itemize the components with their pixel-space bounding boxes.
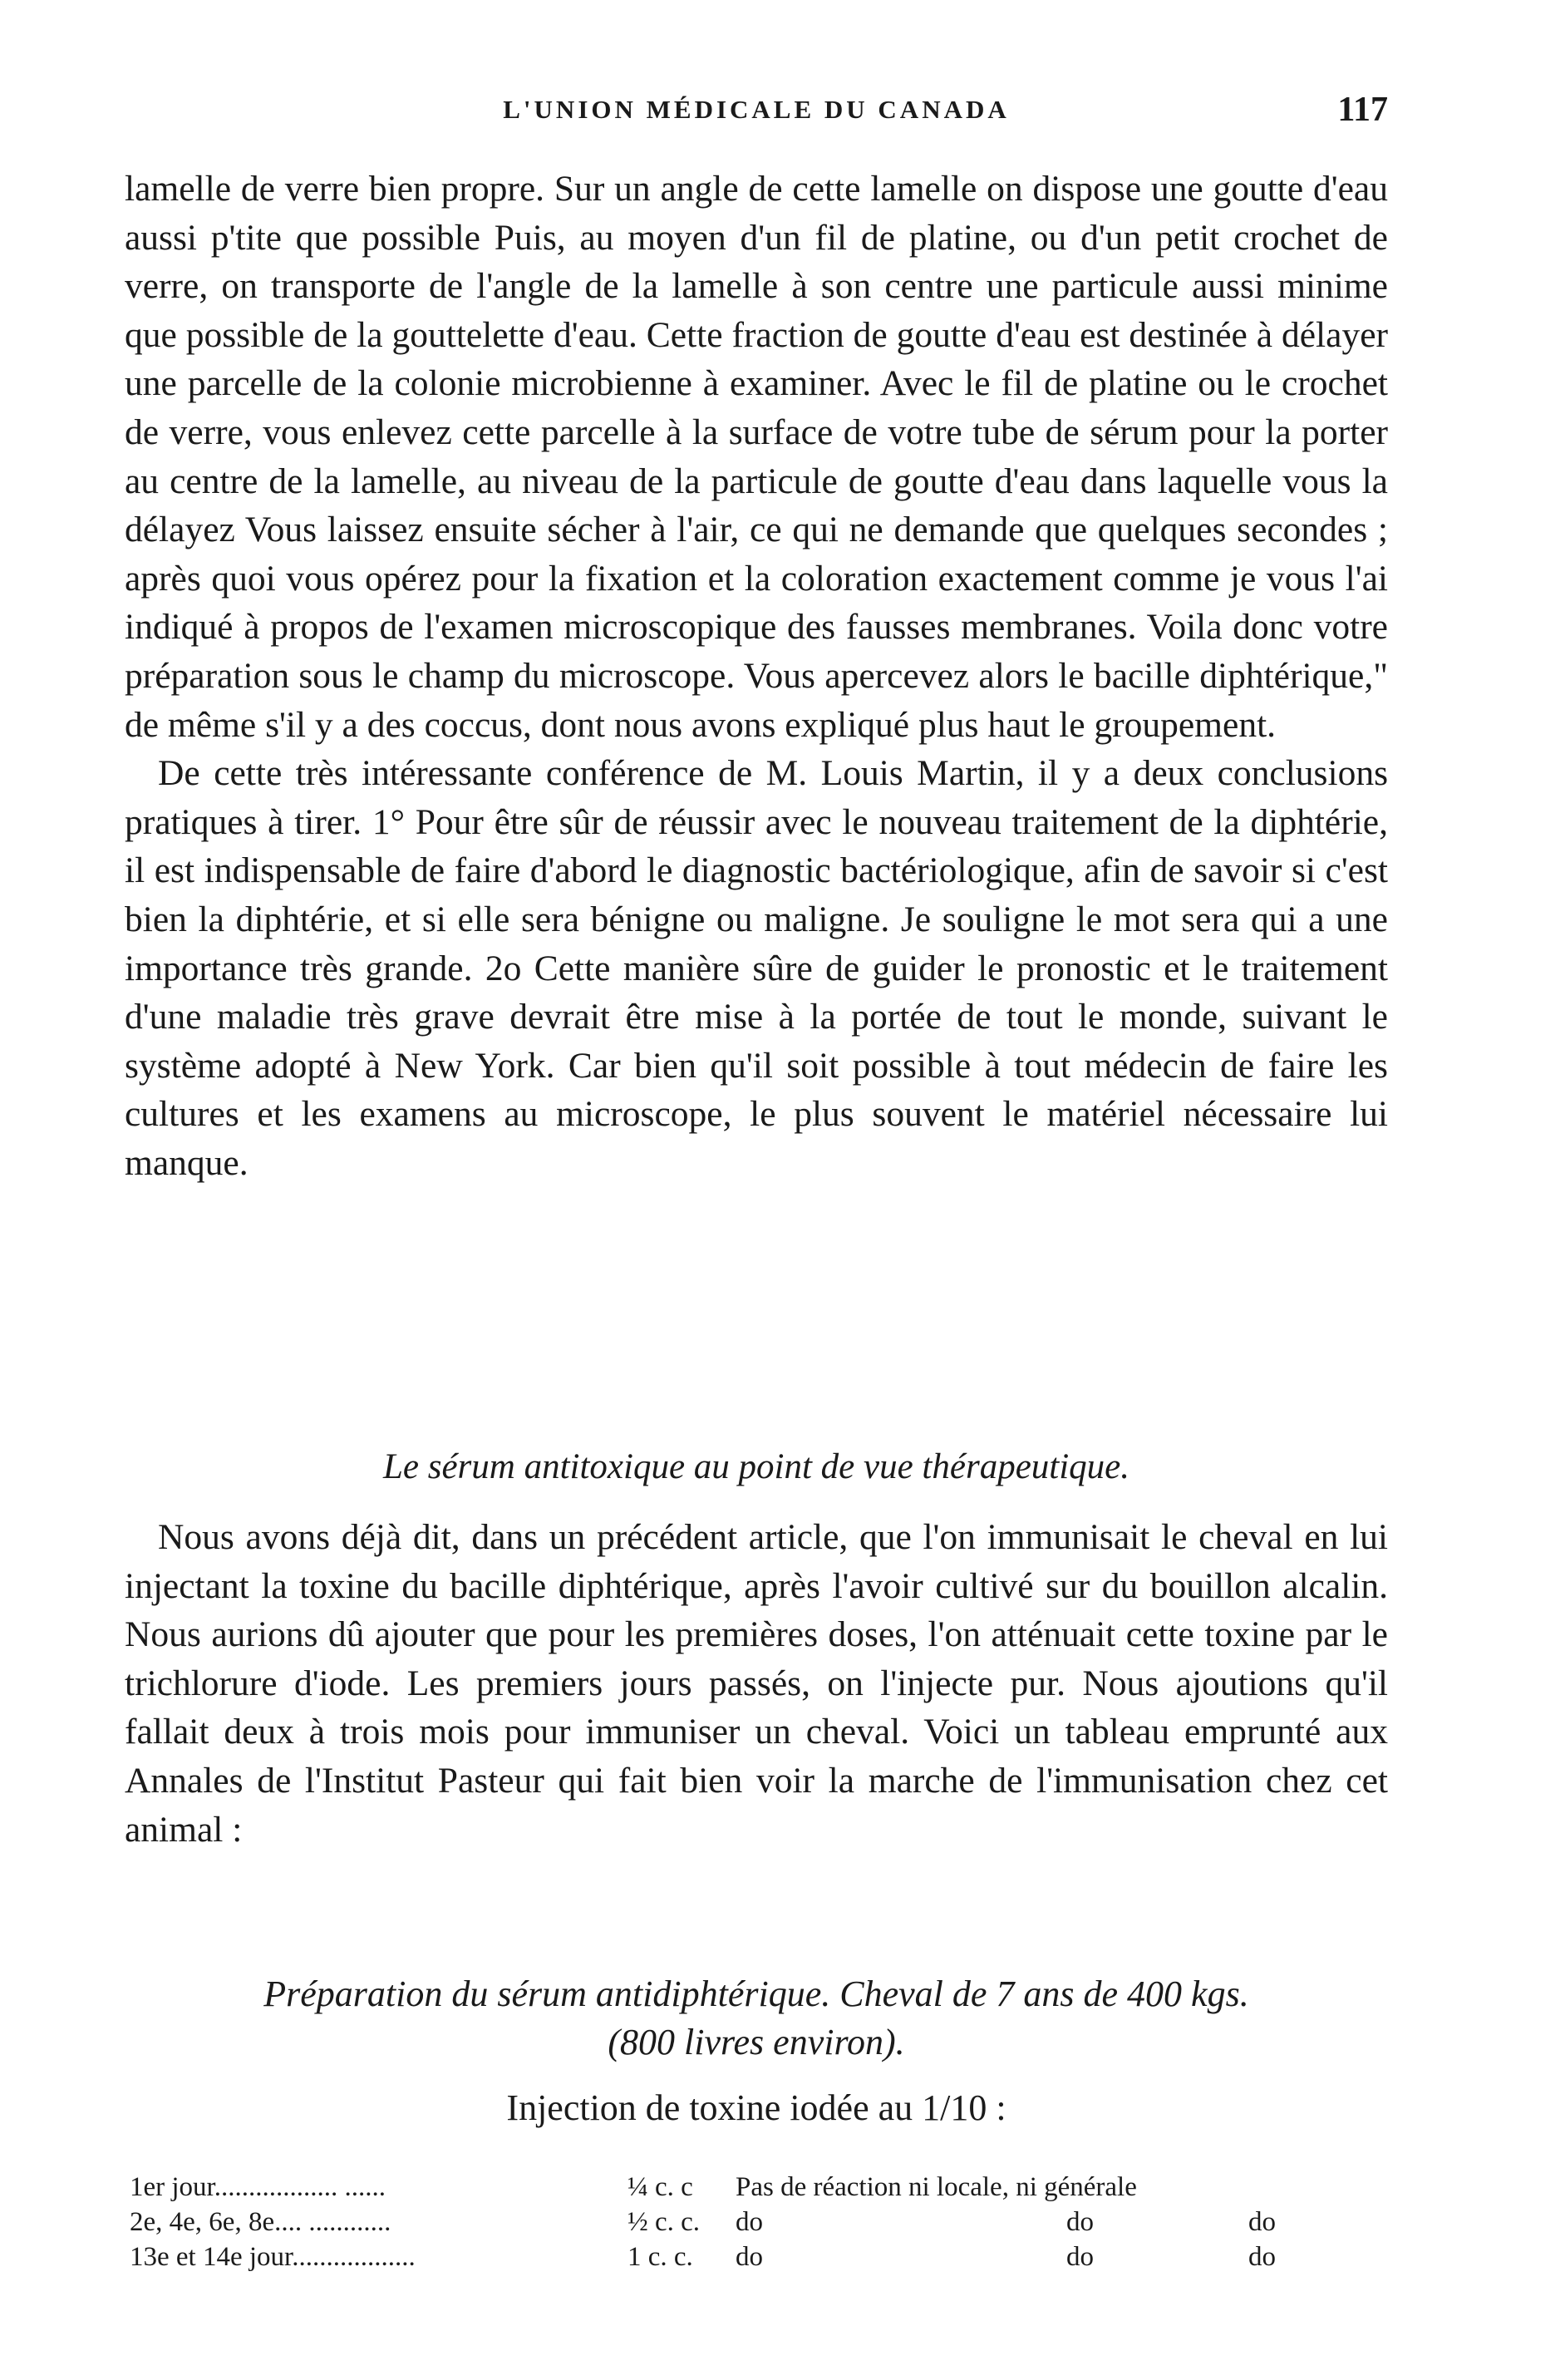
injection-table <box>125 2170 1388 2274</box>
table-cell-reaction: Pas de réaction ni locale, ni générale <box>736 2172 1137 2202</box>
table-cell-day: 13e et 14e jour.................. <box>130 2242 416 2272</box>
table-cell-ditto: do <box>736 2207 763 2237</box>
running-title: L'UNION MÉDICALE DU CANADA <box>503 95 1010 124</box>
table-cell-ditto: do <box>1066 2207 1094 2237</box>
page-header <box>125 90 1388 131</box>
page-number: 117 <box>1337 91 1388 129</box>
section-text <box>125 1513 1388 1854</box>
paragraph-conclusions: De cette très intéressante conférence de M. Louis Martin, il y a deux conclusions pratiques à tirer. 1° Pour être sûr de réussir avec le nouveau traitement de la diphtérie, il est indispensable de faire d'abord le diagnostic bactériologique, afin de savoir si c'est bien la diphtérie, et si elle sera bénigne ou maligne. Je souligne le mot sera qui a une importance très grande. 2o Cette manière sûre de guider le pronostic et le traitement d'une maladie très grave devrait être mise à la portée de tout le monde, suivant le système adopté à New York. Car bien qu'il soit possible à tout médecin de faire les cultures et les examens au microscope, le plus souvent le matériel nécessaire lui manque. <box>125 753 1388 1183</box>
preparation-heading <box>125 1970 1388 2067</box>
table-cell-day: 1er jour.................. ...... <box>130 2172 386 2202</box>
preparation-line-2: (800 livres environ). <box>608 2022 905 2062</box>
table-row <box>125 2205 1388 2240</box>
table-cell-dose: 1 c. c. <box>627 2242 693 2272</box>
table-cell-ditto: do <box>1248 2242 1276 2272</box>
paragraph-immunisation: Nous avons déjà dit, dans un précédent article, que l'on immunisait le cheval en lui injectant la toxine du bacille diphtérique, après l'avoir cultivé sur du bouillon alcalin. Nous aurions dû ajouter que pour les premières doses, l'on atténuait cette toxine par le trichlorure d'iode. Les premiers jours passés, on l'injecte pur. Nous ajoutions qu'il fallait deux à trois mois pour immuniser un cheval. Voici un tableau emprunté aux Annales de l'Institut Pasteur qui fait bien voir la marche de l'immunisation chez cet animal : <box>125 1517 1388 1850</box>
table-cell-ditto: do <box>736 2242 763 2272</box>
table-cell-dose: ¼ c. c <box>627 2172 693 2202</box>
preparation-line-1: Préparation du sérum antidiphtérique. Cheval de 7 ans de 400 kgs. <box>263 1973 1249 2014</box>
section-heading: Le sérum antitoxique au point de vue thérapeutique. <box>382 1447 1130 1486</box>
table-cell-day: 2e, 4e, 6e, 8e.... ............ <box>130 2207 391 2237</box>
injection-heading: Injection de toxine iodée au 1/10 : <box>506 2087 1006 2128</box>
table-row <box>125 2240 1388 2274</box>
body-text <box>125 165 1388 1187</box>
table-cell-dose: ½ c. c. <box>627 2207 701 2237</box>
table-cell-ditto: do <box>1066 2242 1094 2272</box>
paragraph-lamelle: lamelle de verre bien propre. Sur un angle de cette lamelle on dispose une goutte d'eau aussi p'tite que possible Puis, au moyen d'un fil de platine, ou d'un petit crochet de verre, on transporte de l'angle de la lamelle à son centre une particule aussi minime que possible de la gouttelette d'eau. Cette fraction de goutte d'eau est destinée à délayer une parcelle de la colonie microbienne à examiner. Avec le fil de platine ou le crochet de verre, vous enlevez cette parcelle à la surface de votre tube de sérum pour la porter au centre de la lamelle, au niveau de la particule de goutte d'eau dans laquelle vous la délayez Vous laissez ensuite sécher à l'air, ce qui ne demande que quelques secondes ; après quoi vous opérez pour la fixation et la coloration exactement comme je vous l'ai indiqué à propos de l'examen microscopique des fausses membranes. Voila donc votre préparation sous le champ du microscope. Vous apercevez alors le bacille diphtérique," de même s'il y a des coccus, dont nous avons expliqué plus haut le groupement. <box>125 169 1388 745</box>
table-cell-ditto: do <box>1248 2207 1276 2237</box>
table-row <box>125 2170 1388 2205</box>
